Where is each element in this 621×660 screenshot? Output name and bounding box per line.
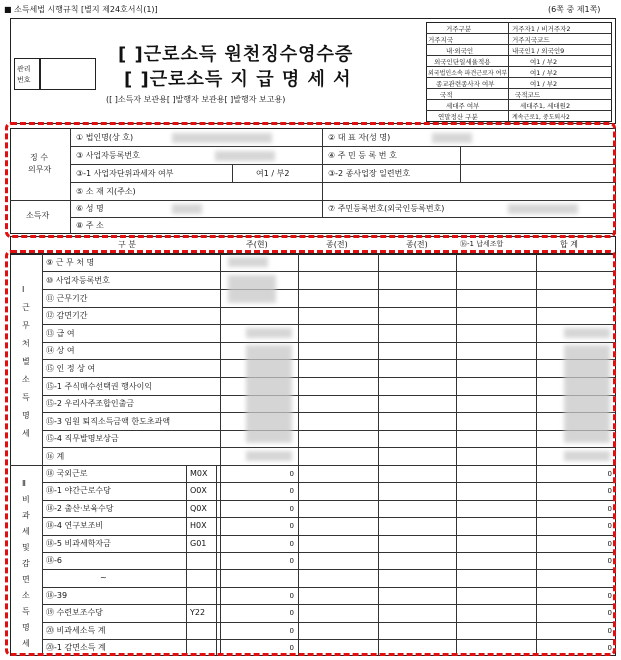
work-label-2: 무 xyxy=(22,321,30,330)
nontax-row-value: 0 xyxy=(289,470,294,478)
work-row-invention: ⑮-4 직무발명보상금 xyxy=(46,434,119,443)
nontax-row-value: 0 xyxy=(289,627,294,635)
meta-dispatch-value: 여1 / 부2 xyxy=(530,69,558,77)
mgmt-no-label-2: 번호 xyxy=(17,76,31,84)
work-row-bonus: ⑭ 상 여 xyxy=(46,346,75,355)
form-title-1: [ ]근로소득 원천징수영수증 xyxy=(118,44,354,65)
nontax-row-name: ⑱-5 비과세학자금 xyxy=(46,539,111,548)
earner-name-label: ⑥ 성 명 xyxy=(76,204,104,213)
nontax-row-total: 0 xyxy=(607,644,612,652)
nontax-row-name: ⑱-1 야간근로수당 xyxy=(46,486,111,495)
mgmt-no-label-1: 관리 xyxy=(17,65,31,73)
nontax-label-8: 득 xyxy=(22,607,30,616)
work-row-esop: ⑮-2 우리사주조합인출금 xyxy=(46,399,135,408)
meta-flat-rate-label: 외국인단일세율적용 xyxy=(434,58,491,66)
meta-country-code-label: 거주지국코드 xyxy=(512,36,550,44)
col-header-total: 합 계 xyxy=(560,240,578,249)
nontax-row-total: 0 xyxy=(607,540,612,548)
col-header-prior-2: 종(전) xyxy=(406,240,428,249)
earner-id-label: ⑦ 주민등록번호(외국인등록번호) xyxy=(328,204,445,213)
work-label-1: 근 xyxy=(22,303,30,312)
meta-nation-label: 국적 xyxy=(440,91,453,99)
work-row-business-no: ⑩ 사업자등록번호 xyxy=(46,276,110,285)
meta-flat-rate-value: 여1 / 부2 xyxy=(530,58,558,66)
work-row-total: ⑯ 계 xyxy=(46,452,65,461)
nontax-row-value: 0 xyxy=(289,522,294,530)
work-row-period: ⑪ 근무기간 xyxy=(46,294,88,303)
work-label-4: 별 xyxy=(22,357,30,366)
earner-address-label: ⑧ 주 소 xyxy=(76,221,104,230)
nontax-row-value: 0 xyxy=(289,540,294,548)
meta-religion-value: 여1 / 부2 xyxy=(530,80,558,88)
mgmt-no-field[interactable] xyxy=(40,58,96,90)
nontax-row-value: 0 xyxy=(289,609,294,617)
meta-religion-label: 종교관련종사자 여부 xyxy=(436,80,495,88)
nontax-row-value: 0 xyxy=(289,557,294,565)
nontax-row-value: 0 xyxy=(289,592,294,600)
page-info: (6쪽 중 제1쪽) xyxy=(548,5,601,14)
meta-residency-label: 거주구분 xyxy=(446,25,472,33)
nontax-row-total: 0 xyxy=(607,557,612,565)
payer-label-2: 의무자 xyxy=(28,165,52,174)
nontax-row-code: O0X xyxy=(190,486,207,495)
nontax-row-code: Q0X xyxy=(190,504,207,513)
work-row-reduction-period: ⑫ 감면기간 xyxy=(46,311,88,320)
nontax-row-name: ⑱-4 연구보조비 xyxy=(46,521,104,530)
meta-nationality-label: 내·외국인 xyxy=(446,47,474,55)
annotation-box-income-table xyxy=(5,250,616,656)
meta-householder-value: 세대주1, 세대원2 xyxy=(520,102,571,110)
meta-country-label: 거주지국 xyxy=(428,36,454,44)
regulation-text: ■ 소득세법 시행규칙 [별지 제24호서식(1)] xyxy=(4,5,158,14)
representative-label: ② 대 표 자(성 명) xyxy=(328,133,391,142)
address-label: ⑤ 소 재 지(주소) xyxy=(76,187,136,196)
nontax-row-value: 0 xyxy=(289,644,294,652)
nontax-row-ellipsis: ~ xyxy=(100,573,107,582)
nontax-row-value: 0 xyxy=(289,487,294,495)
nontax-row-total: 0 xyxy=(607,627,612,635)
meta-settlement-label: 연말정산 구분 xyxy=(438,113,478,121)
work-row-employer-name: ⑨ 근 무 처 명 xyxy=(46,258,95,267)
annotation-box-payer-earner xyxy=(5,122,616,238)
business-no-label: ③ 사업자등록번호 xyxy=(76,151,140,160)
mgmt-no-label-box xyxy=(14,58,40,90)
nontax-row-name: ⑱-2 출산·보육수당 xyxy=(46,504,114,513)
nontax-label-9: 명 xyxy=(22,623,30,632)
nontax-row-total: 0 xyxy=(607,592,612,600)
work-label-5: 소 xyxy=(22,375,30,384)
sub-unit-value: 여1 / 부2 xyxy=(256,169,290,178)
payer-label-1: 징 수 xyxy=(30,153,48,162)
nontax-label-1: 비 xyxy=(22,495,30,504)
nontax-row-name: ⑱-6 xyxy=(46,556,62,565)
meta-nation-code-label: 국적코드 xyxy=(515,91,541,99)
sub-unit-label: ③-1 사업자단위과세자 여부 xyxy=(76,169,174,178)
company-name-label: ① 법인명(상 호) xyxy=(76,133,134,142)
col-header-tax-union: ⑯-1 납세조합 xyxy=(460,240,504,248)
meta-dispatch-label: 외국법인소속 파견근로자 여부 xyxy=(428,70,508,77)
nontax-label-10: 세 xyxy=(22,639,30,648)
work-label-6: 득 xyxy=(22,393,30,402)
nontax-row-code: M0X xyxy=(190,469,208,478)
work-label-7: 명 xyxy=(22,411,30,420)
copy-type-line: ([ ]소득자 보관용[ ]발행자 보관용[ ]발행자 보고용) xyxy=(106,95,286,104)
nontax-row-value: 0 xyxy=(289,505,294,513)
meta-residency-value: 거주자1 / 비거주자2 xyxy=(512,25,571,33)
meta-householder-label: 세대주 여부 xyxy=(446,102,480,110)
nontax-row-code: G01 xyxy=(190,539,207,548)
nontax-label-2: 과 xyxy=(22,511,30,520)
work-row-salary: ⑬ 급 여 xyxy=(46,329,75,338)
nontax-label-3: 세 xyxy=(22,527,30,536)
nontax-label-7: 소 xyxy=(22,591,30,600)
nontax-label-6: 면 xyxy=(22,575,30,584)
nontax-row-code: H0X xyxy=(190,521,207,530)
meta-settlement-value: 계속근로1, 중도퇴사2 xyxy=(512,114,570,121)
nontax-row-total: 0 xyxy=(607,609,612,617)
col-header-prior-1: 종(전) xyxy=(326,240,348,249)
resident-no-label: ④ 주 민 등 록 번 호 xyxy=(328,151,397,160)
nontax-row-name: ⑱-39 xyxy=(46,591,68,600)
nontax-row-name: ⑲ 수련보조수당 xyxy=(46,608,103,617)
meta-nationality-value: 내국인1 / 외국인9 xyxy=(512,47,565,55)
earner-label: 소득자 xyxy=(26,211,50,220)
nontax-row-total: 0 xyxy=(607,487,612,495)
work-label-0: Ⅰ xyxy=(22,285,25,294)
nontax-row-name: ⑳ 비과세소득 계 xyxy=(46,626,106,635)
col-header-category: 구 분 xyxy=(118,240,136,249)
form-title-2: [ ]근로소득 지 급 명 세 서 xyxy=(124,69,352,90)
nontax-label-0: Ⅱ xyxy=(22,479,26,488)
nontax-row-name: ⑳-1 감면소득 계 xyxy=(46,643,106,652)
nontax-row-total: 0 xyxy=(607,522,612,530)
nontax-label-5: 감 xyxy=(22,559,30,568)
work-row-exec-retirement: ⑮-3 임원 퇴직소득금액 한도초과액 xyxy=(46,417,171,426)
branch-no-label: ③-2 종사업장 일련번호 xyxy=(328,169,411,178)
work-label-8: 세 xyxy=(22,429,30,438)
work-label-3: 처 xyxy=(22,339,30,348)
col-header-current: 주(현) xyxy=(246,240,268,249)
work-row-stock-option: ⑮-1 주식매수선택권 행사이익 xyxy=(46,382,153,391)
work-row-deemed-bonus: ⑮ 인 정 상 여 xyxy=(46,364,96,373)
nontax-label-4: 및 xyxy=(22,543,30,552)
nontax-row-name: ⑱ 국외근로 xyxy=(46,469,88,478)
nontax-row-total: 0 xyxy=(607,470,612,478)
nontax-row-code: Y22 xyxy=(190,608,206,617)
nontax-row-total: 0 xyxy=(607,505,612,513)
